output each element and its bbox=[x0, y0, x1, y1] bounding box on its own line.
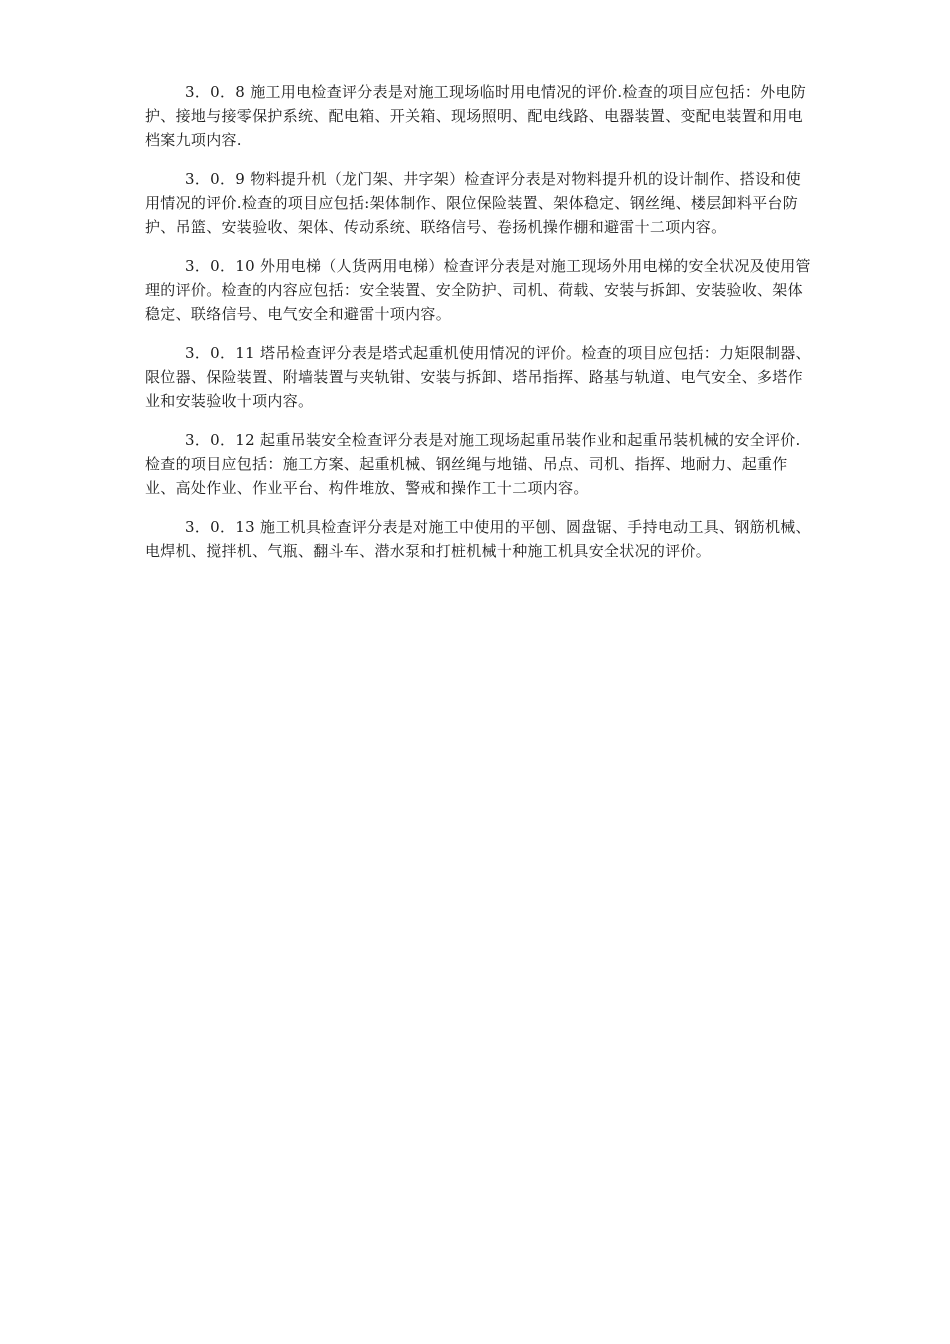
clause-3-0-8: 3．0．8 施工用电检查评分表是对施工现场临时用电情况的评价.检查的项目应包括：外电防护、接地与接零保护系统、配电箱、开关箱、现场照明、配电线路、电器装置、变配电装置和用电档案九项内容. bbox=[145, 83, 807, 149]
clause-3-0-13: 3．0．13 施工机具检查评分表是对施工中使用的平刨、圆盘锯、手持电动工具、钢筋机械、电焊机、搅拌机、气瓶、翻斗车、潜水泵和打桩机械十种施工机具安全状况的评价。 bbox=[145, 518, 811, 560]
clause-3-0-11: 3．0．11 塔吊检查评分表是塔式起重机使用情况的评价。检查的项目应包括：力矩限制器、限位器、保险装置、附墙装置与夹轨钳、安装与拆卸、塔吊指挥、路基与轨道、电气安全、多塔作业和安装验收十项内容。 bbox=[145, 344, 811, 410]
clause-3-0-10: 3．0．10 外用电梯（人货两用电梯）检查评分表是对施工现场外用电梯的安全状况及使用管理的评价。检查的内容应包括：安全装置、安全防护、司机、荷载、安装与拆卸、安装验收、架体稳定、联络信号、电气安全和避雷十项内容。 bbox=[145, 257, 811, 323]
clause-3-0-9: 3．0．9 物料提升机（龙门架、井字架）检查评分表是对物料提升机的设计制作、搭设和使用情况的评价.检查的项目应包括:架体制作、限位保险装置、架体稳定、钢丝绳、楼层卸料平台防护、吊篮、安装验收、架体、传动系统、联络信号、卷扬机操作棚和避雷十二项内容。 bbox=[145, 170, 802, 236]
document-body bbox=[145, 80, 813, 578]
clause-3-0-12: 3．0．12 起重吊装安全检查评分表是对施工现场起重吊装作业和起重吊装机械的安全评价.检查的项目应包括：施工方案、起重机械、钢丝绳与地锚、吊点、司机、指挥、地耐力、起重作业、高处作业、作业平台、构件堆放、警戒和操作工十二项内容。 bbox=[145, 431, 801, 497]
